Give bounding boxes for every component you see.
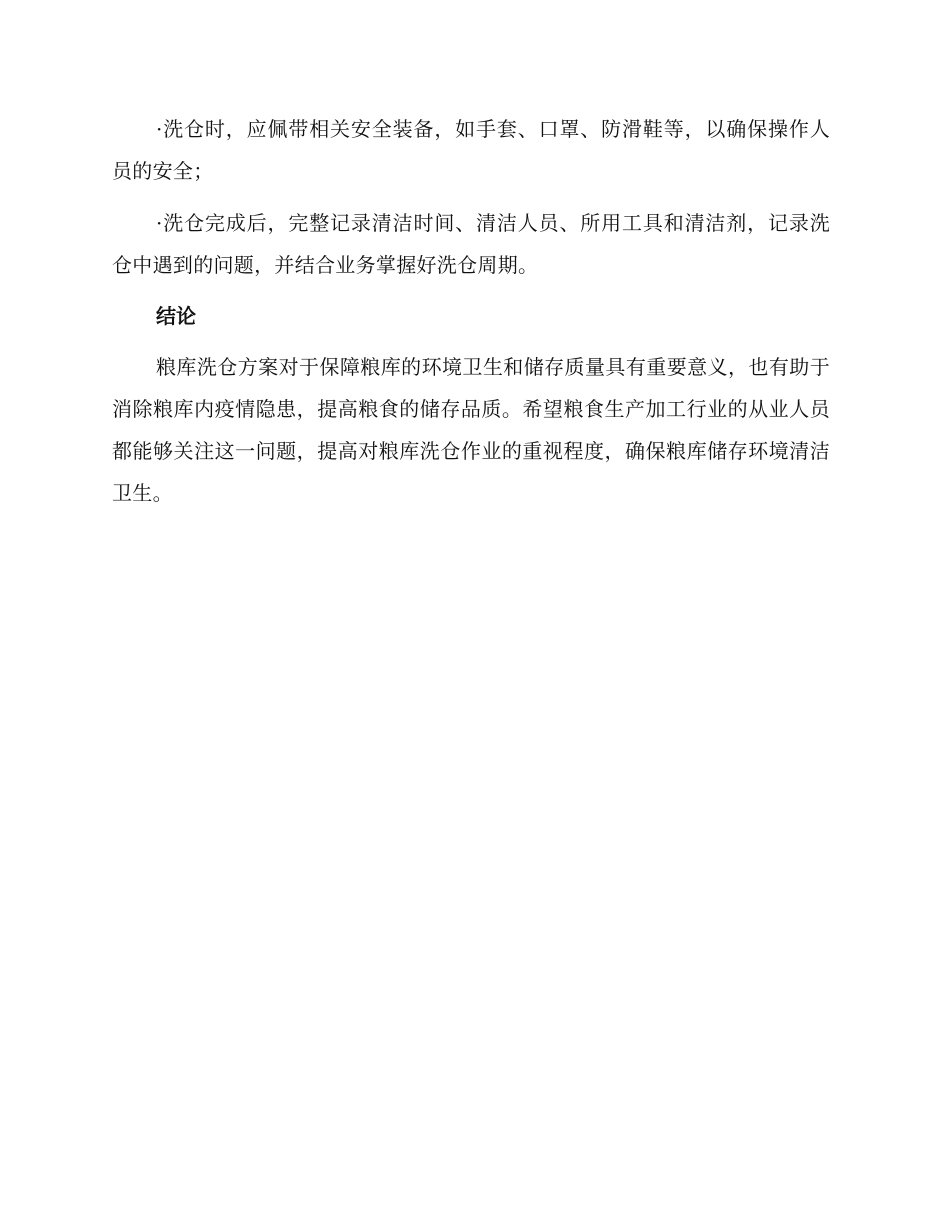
conclusion-heading: 结论	[156, 304, 196, 328]
bullet-cleaning-record: ·洗仓完成后，完整记录清洁时间、清洁人员、所用工具和清洁剂，记录洗仓中遇到的问题，并结合业务掌握好洗仓周期。	[112, 211, 830, 277]
conclusion-paragraph: 粮库洗仓方案对于保障粮库的环境卫生和储存质量具有重要意义，也有助于消除粮库内疫情隐患，提高粮食的储存品质。希望粮食生产加工行业的从业人员都能够关注这一问题，提高对粮库洗仓作业的重视程度，确保粮库储存环境清洁卫生。	[112, 355, 830, 505]
document-body	[112, 108, 830, 514]
bullet-safety-equipment: ·洗仓时，应佩带相关安全装备，如手套、口罩、防滑鞋等，以确保操作人员的安全；	[112, 117, 830, 183]
